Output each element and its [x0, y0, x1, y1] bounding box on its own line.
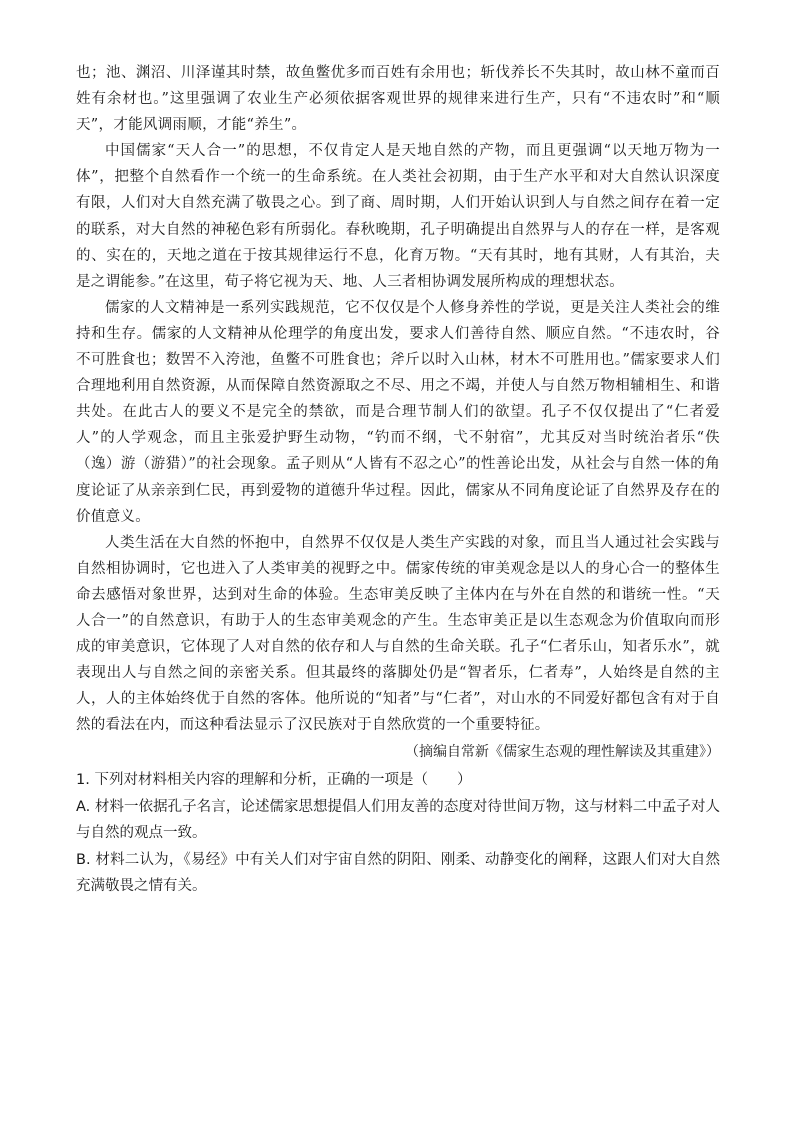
article-paragraph-1: 也；池、渊沼、川泽谨其时禁，故鱼鳖优多而百姓有余用也；斩伐养长不失其时，故山林不童而百姓有余材也。”这里强调了农业生产必须依据客观世界的规律来进行生产，只有“不违农时”和“顺天”，才能风调雨顺，才能“养生”。	[76, 65, 720, 134]
article-source: （摘编自常新《儒家生态观的理性解读及其重建》）	[405, 744, 720, 761]
document-page	[76, 60, 720, 900]
question-option-b: B. 材料二认为，《易经》中有关人们对宇宙自然的阴阳、刚柔、动静变化的阐释，这跟人们对大自然充满敬畏之情有关。	[76, 851, 720, 895]
article-paragraph-3: 儒家的人文精神是一系列实践规范，它不仅仅是个人修身养性的学说，更是关注人类社会的维持和生存。儒家的人文精神从伦理学的角度出发，要求人们善待自然、顺应自然。“不违农时，谷不可胜食也；数罟不入洿池，鱼鳖不可胜食也；斧斤以时入山林，材木不可胜用也。”儒家要求人们合理地利用自然资源，从而保障自然资源取之不尽、用之不竭，并使人与自然万物相辅相生、和谐共处。在此古人的要义不是完全的禁欲，而是合理节制人们的欲望。孔子不仅仅提出了“仁者爱人”的人学观念，而且主张爱护野生动物，“钓而不纲，弋不射宿”，尤其反对当时统治者乐“佚（逸）游（游猎）”的社会现象。孟子则从“人皆有不忍之心”的性善论出发，从社会与自然一体的角度论证了从亲亲到仁民，再到爱物的道德升华过程。因此，儒家从不同角度论证了自然界及存在的价值意义。	[76, 299, 720, 525]
question-stem: 1. 下列对材料相关内容的理解和分析，正确的一项是（ ）	[76, 772, 472, 789]
article-paragraph-4: 人类生活在大自然的怀抱中，自然界不仅仅是人类生产实践的对象，而且当人通过社会实践与自然相协调时，它也进入了人类审美的视野之中。儒家传统的审美观念是以人的身心合一的整体生命去感悟对象世界，达到对生命的体验。生态审美反映了主体内在与外在自然的和谐统一性。“天人合一”的自然意识，有助于人的生态审美观念的产生。生态审美正是以生态观念为价值取向而形成的审美意识，它体现了人对自然的依存和人与自然的生命关联。孔子“仁者乐山，知者乐水”，就表现出人与自然之间的亲密关系。但其最终的落脚处仍是“智者乐，仁者寿”，人始终是自然的主人，人的主体始终优于自然的客体。他所说的“知者”与“仁者”，对山水的不同爱好都包含有对于自然的看法在内，而这种看法显示了汉民族对于自然欣赏的一个重要特征。	[76, 534, 720, 734]
article-paragraph-2: 中国儒家“天人合一”的思想，不仅肯定人是天地自然的产物，而且更强调“以天地万物为一体”，把整个自然看作一个统一的生命系统。在人类社会初期，由于生产水平和对大自然认识深度有限，人们对大自然充满了敬畏之心。到了商、周时期，人们开始认识到人与自然之间存在着一定的联系，对大自然的神秘色彩有所弱化。春秋晚期，孔子明确提出自然界与人的存在一样，是客观的、实在的，天地之道在于按其规律运行不息，化育万物。“天有其时，地有其财，人有其治，夫是之谓能参。”在这里，荀子将它视为天、地、人三者相协调发展所构成的理想状态。	[76, 143, 720, 290]
question-option-a: A. 材料一依据孔子名言，论述儒家思想提倡人们用友善的态度对待世间万物，这与材料二中孟子对人与自然的观点一致。	[76, 798, 720, 842]
